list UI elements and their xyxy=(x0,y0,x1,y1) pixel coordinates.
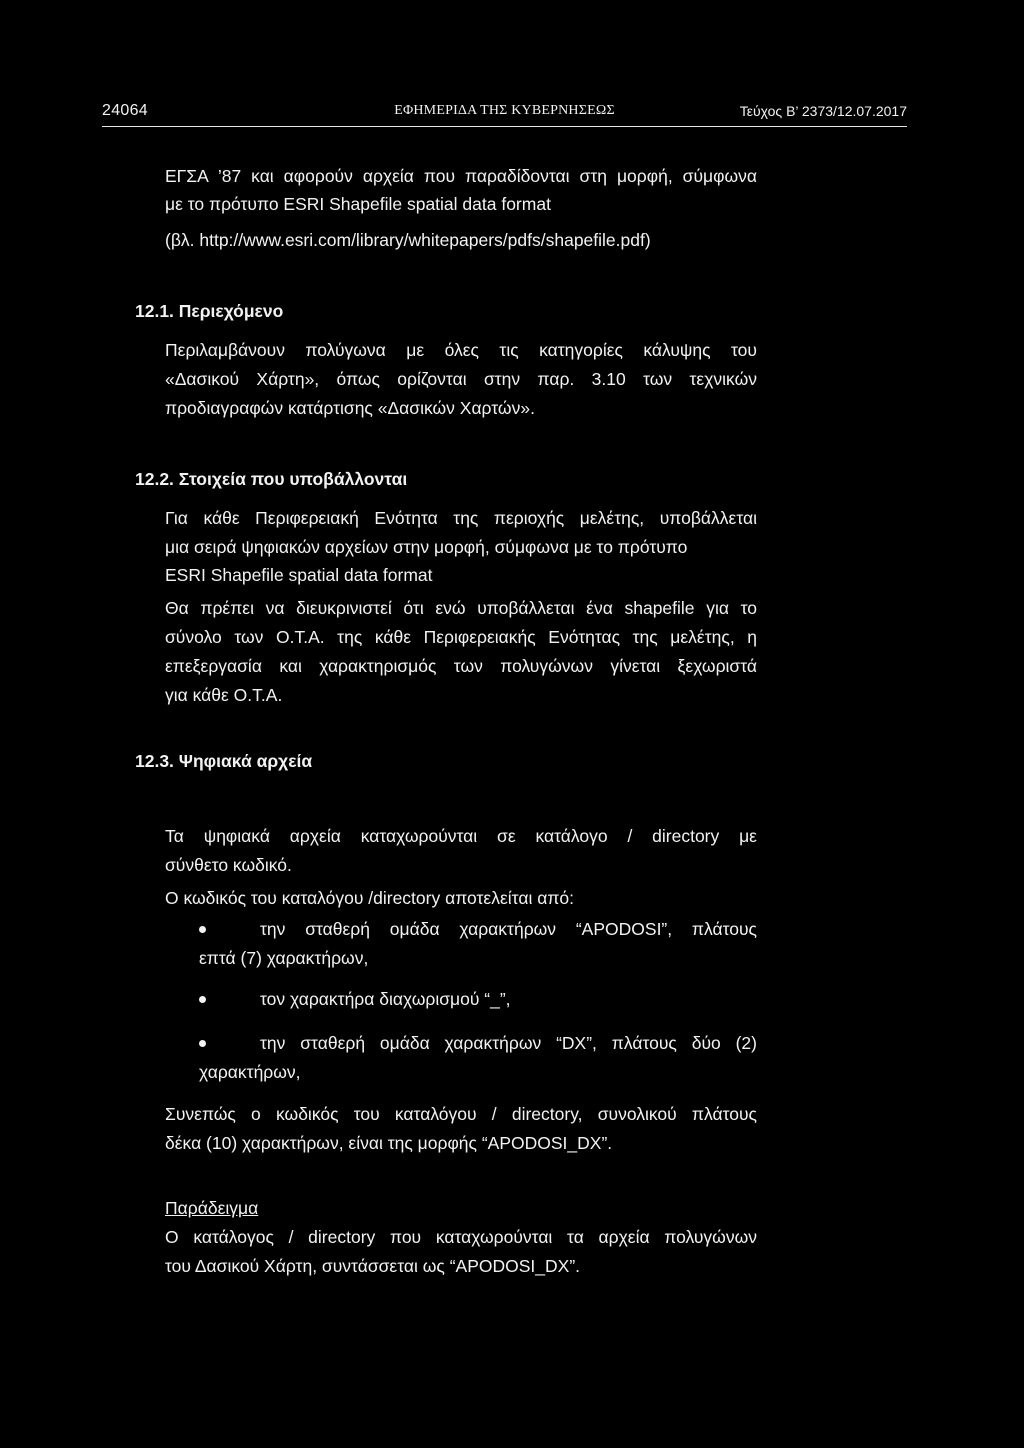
text-line: Ο κατάλογος / directory που καταχωρούνται τα αρχεία πολυγώνων xyxy=(165,1227,757,1247)
text-line: Τα ψηφιακά αρχεία καταχωρούνται σε κατάλογο / directory με xyxy=(165,826,757,846)
page-number: 24064 xyxy=(102,102,148,119)
page-header xyxy=(102,100,907,127)
bullet-icon xyxy=(199,996,206,1003)
text-line: (βλ. http://www.esri.com/library/whitepapers/pdfs/shapefile.pdf) xyxy=(165,230,651,250)
bullet-text: τον χαρακτήρα διαχωρισμού “_”, xyxy=(260,989,511,1009)
section-heading-12-1: 12.1. Περιεχόμενο xyxy=(135,301,284,321)
text-line: του Δασικού Χάρτη, συντάσσεται ως “APODOSI_DX”. xyxy=(165,1256,581,1276)
journal-title: ΕΦΗΜΕΡΙΔΑ ΤΗΣ ΚΥΒΕΡΝΗΣΕΩΣ xyxy=(394,103,615,118)
text-line: για κάθε Ο.Τ.Α. xyxy=(165,685,283,705)
text-line: Συνεπώς ο κωδικός του καταλόγου / directory, συνολικού πλάτους xyxy=(165,1104,757,1124)
text-line: σύνολο των Ο.Τ.Α. της κάθε Περιφερειακής Ενότητας της μελέτης, η xyxy=(165,627,757,647)
bullet-text: την σταθερή ομάδα χαρακτήρων “DX”, πλάτους δύο (2) xyxy=(260,1033,757,1053)
text-line: μια σειρά ψηφιακών αρχείων στην μορφή, σύμφωνα με το πρότυπο xyxy=(165,537,688,557)
text-line: Θα πρέπει να διευκρινιστεί ότι ενώ υποβάλλεται ένα shapefile για το xyxy=(165,598,757,618)
text-line: ΕΓΣΑ ’87 και αφορούν αρχεία που παραδίδονται στη μορφή, σύμφωνα xyxy=(165,166,757,186)
bullet-icon xyxy=(199,926,206,933)
text-line: με το πρότυπο ESRI Shapefile spatial data format xyxy=(165,194,551,214)
text-line: Περιλαμβάνουν πολύγωνα με όλες τις κατηγορίες κάλυψης του xyxy=(165,340,757,360)
text-line: Για κάθε Περιφερειακή Ενότητα της περιοχής μελέτης, υποβάλλεται xyxy=(165,508,757,528)
text-line: σύνθετο κωδικό. xyxy=(165,855,292,875)
text-line: Ο κωδικός του καταλόγου /directory αποτελείται από: xyxy=(165,888,574,908)
bullet-text: χαρακτήρων, xyxy=(199,1062,301,1082)
text-line: προδιαγραφών κατάρτισης «Δασικών Χαρτών». xyxy=(165,398,535,418)
example-title: Παράδειγμα xyxy=(165,1198,259,1218)
text-line: ESRI Shapefile spatial data format xyxy=(165,565,433,585)
bullet-icon xyxy=(199,1040,206,1047)
text-line: επεξεργασία και χαρακτηρισμός των πολυγώνων γίνεται ξεχωριστά xyxy=(165,656,757,676)
bullet-text: επτά (7) χαρακτήρων, xyxy=(199,948,369,968)
text-line: δέκα (10) χαρακτήρων, είναι της μορφής “APODOSI_DX”. xyxy=(165,1133,613,1153)
text-line: «Δασικού Χάρτη», όπως ορίζονται στην παρ. 3.10 των τεχνικών xyxy=(165,369,757,389)
bullet-text: την σταθερή ομάδα χαρακτήρων “APODOSI”, πλάτους xyxy=(260,919,757,939)
section-heading-12-2: 12.2. Στοιχεία που υποβάλλονται xyxy=(135,469,408,489)
section-heading-12-3: 12.3. Ψηφιακά αρχεία xyxy=(135,751,313,771)
issue-info: Τεύχος Β’ 2373/12.07.2017 xyxy=(739,103,907,119)
